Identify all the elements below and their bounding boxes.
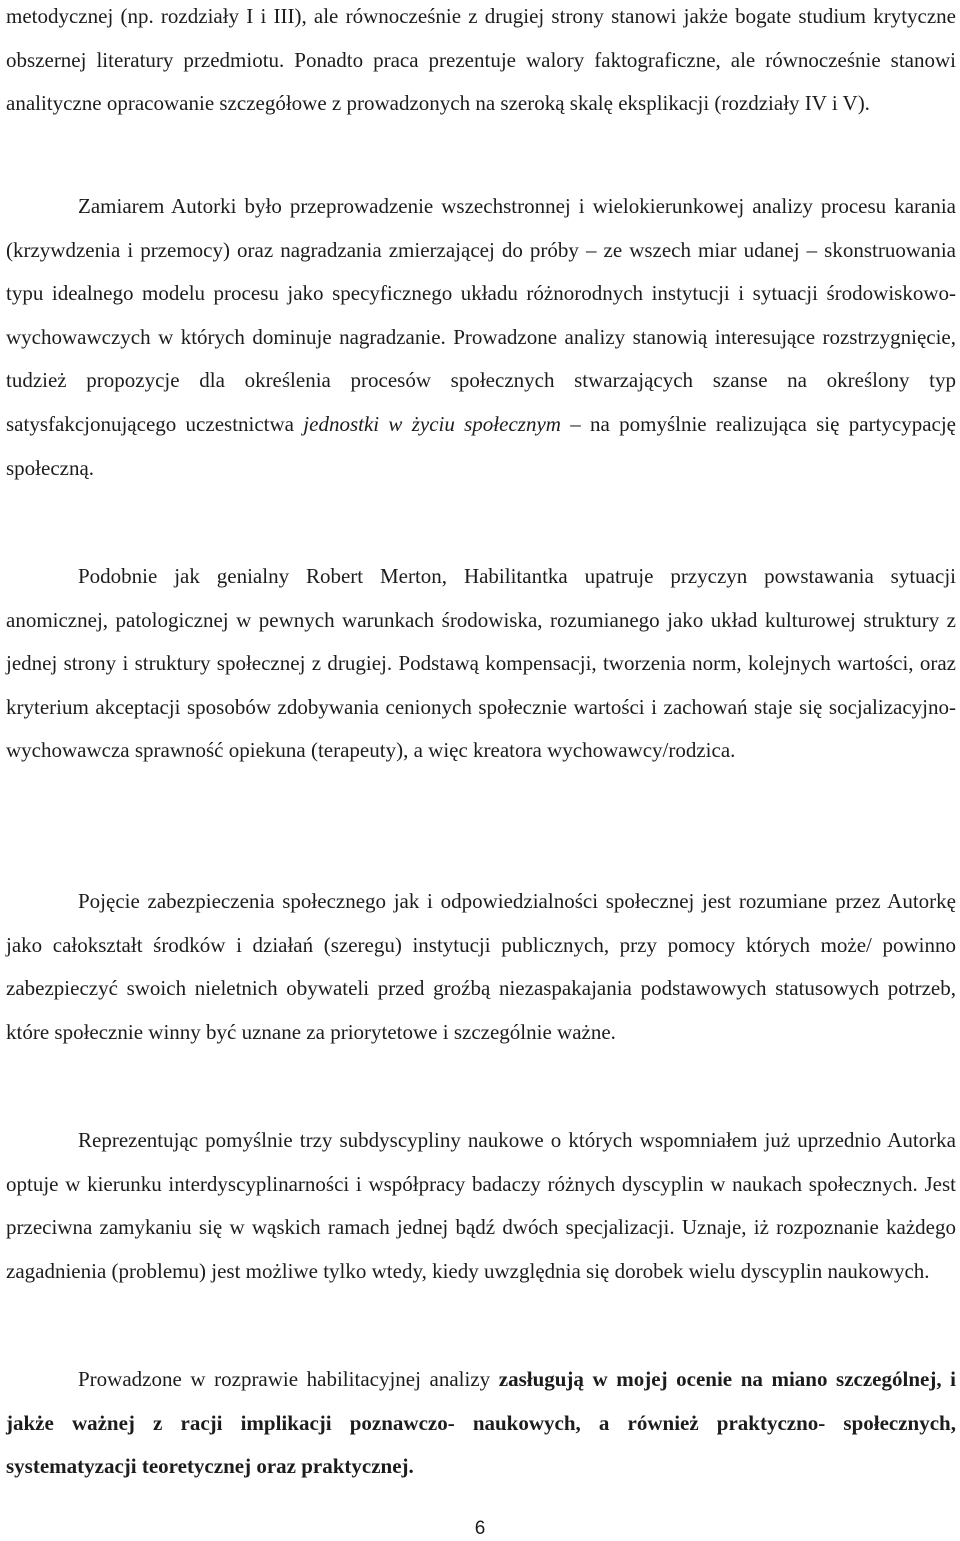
paragraph-interdisciplinarity: Reprezentując pomyślnie trzy subdyscypliny naukowe o których wspomniałem już uprzednio Autorka optuje w kierunku interdyscyplinarności i współpracy badaczy różnych dyscyplin w naukach społecznych. Jest przeciwna zamykaniu się w wąskich ramach jednej bądź dwóch specjalizacji. Uznaje, iż rozpoznanie każdego zagadnienia (problemu) jest możliwe tylko wtedy, kiedy uwzględnia się dorobek wielu dyscyplin naukowych. <box>6 1128 956 1283</box>
page-number: 6 <box>474 1518 486 1539</box>
paragraph-analysis-aim <box>6 185 956 490</box>
paragraph-merton: Podobnie jak genialny Robert Merton, Habilitantka upatruje przyczyn powstawania sytuacji anomicznej, patologicznej w pewnych warunkach środowiska, rozumianego jako układ kulturowej struktury z jednej strony i struktury społecznej z drugiej. Podstawą kompensacji, tworzenia norm, kolejnych wartości, oraz kryterium akceptacji sposobów zdobywania cenionych społecznie wartości i zachowań staje się socjalizacyjno- wychowawcza sprawność opiekuna (terapeuty), a więc kreatora wychowawcy/rodzica. <box>6 564 956 763</box>
paragraph-conclusion <box>6 1358 956 1489</box>
bold-conclusion: zasługują w mojej ocenie na miano szczególnej, i jakże ważnej z racji implikacji poznawczo- naukowych, a również praktyczno- społecznych, systematyzacji teoretycznej oraz praktycznej. <box>6 1367 956 1479</box>
paragraph-continuation: metodycznej (np. rozdziały I i III), ale równocześnie z drugiej strony stanowi jakże bogate studium krytyczne obszernej literatury przedmiotu. Ponadto praca prezentuje walory faktograficzne, ale równocześnie stanowi analityczne opracowanie szczegółowe z prowadzonych na szeroką skalę eksplikacji (rozdziały IV i V). <box>6 4 956 116</box>
italic-phrase: jednostki w życiu społecznym <box>303 411 561 436</box>
paragraph-text: – na pomyślnie realizująca się partycypację społeczną. <box>6 411 956 480</box>
paragraph-text: Zamiarem Autorki było przeprowadzenie wszechstronnej i wielokierunkowej analizy procesu karania (krzywdzenia i przemocy) oraz nagradzania zmierzającej do próby – ze wszech miar udanej – skonstruowania typu idealnego modelu procesu jako specyficznego układu różnorodnych instytucji i sytuacji środowiskowo- wychowawczych w których dominuje nagradzanie. Prowadzone analizy stanowią interesujące rozstrzygnięcie, tudzież propozycje dla określenia procesów społecznych stwarzających szanse na określony typ satysfakcjonującego uczestnictwa <box>6 194 956 436</box>
paragraph-text: Prowadzone w rozprawie habilitacyjnej analizy <box>78 1367 499 1391</box>
paragraph-social-security: Pojęcie zabezpieczenia społecznego jak i odpowiedzialności społecznej jest rozumiane przez Autorkę jako całokształt środków i działań (szeregu) instytucji publicznych, przy pomocy których może/ powinno zabezpieczyć swoich nieletnich obywateli przed groźbą niezaspakajania podstawowych statusowych potrzeb, które społecznie winny być uznane za priorytetowe i szczególnie ważne. <box>6 889 956 1044</box>
